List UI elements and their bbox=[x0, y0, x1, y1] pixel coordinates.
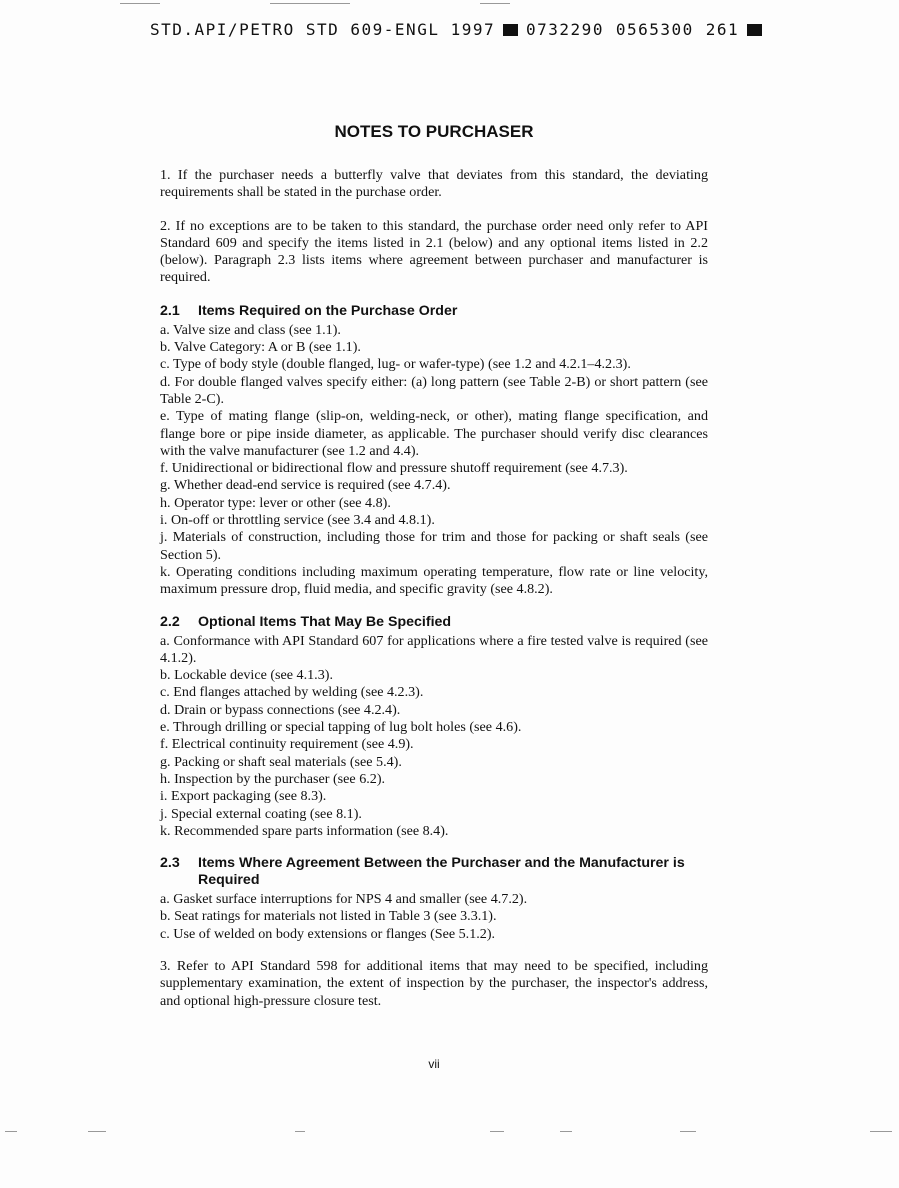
header-block-mark bbox=[747, 24, 762, 36]
page-number: vii bbox=[428, 1057, 440, 1071]
closing-note: 3. Refer to API Standard 598 for additional items that may need to be specified, including supplementary examination, the extent of inspection by the purchaser, the inspector's address, and optional high-pressure closure test. bbox=[160, 957, 708, 1009]
document-body bbox=[160, 167, 708, 1026]
list-item: b. Valve Category: A or B (see 1.1). bbox=[160, 339, 361, 356]
scan-artifact-top bbox=[270, 3, 350, 4]
section-heading bbox=[160, 303, 708, 320]
list-item: a. Gasket surface interruptions for NPS 4 and smaller (see 4.7.2). bbox=[160, 891, 528, 908]
section-title: Optional Items That May Be Specified bbox=[198, 613, 452, 630]
list-item: e. Type of mating flange (slip-on, welding-neck, or other), mating flange specification, and flange bore or pipe inside diameter, as applicable. The purchaser should verify disc clearances with the valve manufacturer (see 1.2 and 4.4). bbox=[160, 408, 708, 459]
scan-artifact-bottom bbox=[295, 1131, 305, 1132]
note-paragraph: 2. If no exceptions are to be taken to this standard, the purchase order need only refer to API Standard 609 and specify the items listed in 2.1 (below) and any optional items listed in 2.2 (below). Paragraph 2.3 lists items where agreement between purchaser and manufacturer is required. bbox=[160, 217, 708, 286]
list-item: d. For double flanged valves specify either: (a) long pattern (see Table 2-B) or short pattern (see Table 2-C). bbox=[160, 373, 708, 407]
section-2-3 bbox=[160, 855, 708, 943]
section-number: 2.2 bbox=[160, 613, 180, 630]
list-item: c. End flanges attached by welding (see 4.2.3). bbox=[160, 684, 424, 701]
section-heading bbox=[160, 855, 708, 889]
section-2-1 bbox=[160, 303, 708, 599]
header-code-2: 0565300 bbox=[615, 20, 694, 39]
list-item: k. Operating conditions including maximum operating temperature, flow rate or line velocity, maximum pressure drop, fluid media, and specific gravity (see 4.8.2). bbox=[160, 563, 708, 598]
list-item: e. Through drilling or special tapping of lug bolt holes (see 4.6). bbox=[160, 719, 522, 736]
scan-artifact-top bbox=[120, 3, 160, 4]
list-item: a. Valve size and class (see 1.1). bbox=[160, 321, 341, 338]
list-item: h. Operator type: lever or other (see 4.8). bbox=[160, 494, 391, 511]
header-block-mark bbox=[503, 24, 518, 36]
scan-artifact-bottom bbox=[5, 1131, 17, 1132]
list-item: a. Conformance with API Standard 607 for applications where a fire tested valve is required (see 4.1.2). bbox=[160, 632, 708, 666]
header-standard-id: STD.API/PETRO STD 609-ENGL 1997 bbox=[150, 20, 496, 39]
list-item: i. On-off or throttling service (see 3.4 and 4.8.1). bbox=[160, 512, 435, 529]
list-item: f. Unidirectional or bidirectional flow and pressure shutoff requirement (see 4.7.3). bbox=[160, 460, 628, 477]
section-number: 2.1 bbox=[160, 302, 180, 319]
section-title: Items Required on the Purchase Order bbox=[198, 302, 458, 319]
section-title: Items Where Agreement Between the Purchaser and the Manufacturer is Required bbox=[198, 855, 685, 889]
scan-artifact-bottom bbox=[490, 1131, 504, 1132]
page-title: NOTES TO PURCHASER bbox=[334, 122, 534, 141]
list-item: g. Packing or shaft seal materials (see 5.4). bbox=[160, 753, 402, 770]
section-heading bbox=[160, 614, 708, 631]
scan-artifact-top bbox=[480, 3, 510, 4]
header-code-1: 0732290 bbox=[526, 20, 604, 39]
scan-artifact-bottom bbox=[680, 1131, 696, 1132]
note-paragraph: 1. If the purchaser needs a butterfly valve that deviates from this standard, the deviating requirements shall be stated in the purchase order. bbox=[160, 167, 708, 201]
list-item: f. Electrical continuity requirement (see 4.9). bbox=[160, 736, 414, 753]
list-item: c. Use of welded on body extensions or flanges (See 5.1.2). bbox=[160, 925, 496, 942]
list-item: i. Export packaging (see 8.3). bbox=[160, 788, 327, 805]
list-item: d. Drain or bypass connections (see 4.2.4). bbox=[160, 701, 401, 718]
section-number: 2.3 bbox=[160, 855, 180, 872]
list-item: h. Inspection by the purchaser (see 6.2). bbox=[160, 770, 386, 787]
header-code-3: 261 bbox=[705, 20, 740, 39]
document-header bbox=[150, 20, 770, 39]
scan-artifact-bottom bbox=[560, 1131, 572, 1132]
section-2-2 bbox=[160, 614, 708, 841]
list-item: j. Materials of construction, including those for trim and those for packing or shaft seals (see Section 5). bbox=[160, 529, 708, 563]
list-item: b. Lockable device (see 4.1.3). bbox=[160, 667, 333, 684]
list-item: c. Type of body style (double flanged, lug- or wafer-type) (see 1.2 and 4.2.1–4.2.3). bbox=[160, 356, 631, 373]
list-item: g. Whether dead-end service is required (see 4.7.4). bbox=[160, 477, 451, 494]
list-item: k. Recommended spare parts information (see 8.4). bbox=[160, 822, 449, 839]
list-item: b. Seat ratings for materials not listed in Table 3 (see 3.3.1). bbox=[160, 908, 497, 925]
scan-artifact-bottom bbox=[870, 1131, 892, 1132]
list-item: j. Special external coating (see 8.1). bbox=[160, 805, 362, 822]
scan-artifact-bottom bbox=[88, 1131, 106, 1132]
